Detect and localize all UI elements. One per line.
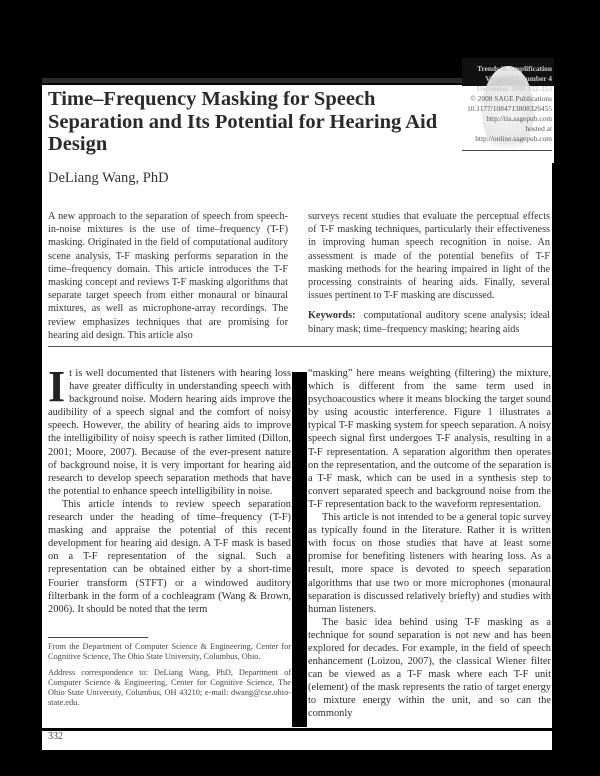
article-title: Time–Frequency Masking for Speech Separation and Its Potential for Hearing Aid Design — [48, 88, 438, 155]
body-column-left — [48, 362, 291, 616]
body-paragraph: The basic idea behind using T-F masking as a technique for sound separation is not new and has been explored for decades. For example, in the field of speech enhancement (Loizou, 2007), the classical Wiener filter can be viewed as a T-F mask where each T-F unit (element) of the mask represents the ratio of target energy to mixture energy within the unit, and so can the commonly — [308, 616, 551, 720]
keywords-list: computational auditory scene analysis; ideal binary mask; time–frequency masking; hearing aids — [308, 310, 550, 335]
hosted-label: hosted at — [525, 124, 552, 133]
publisher-rule — [462, 150, 552, 151]
footnote-affiliation: From the Department of Computer Science & Engineering, Center for Cognitive Science, The Ohio State University, Columbus, Ohio. — [48, 642, 291, 661]
body-paragraph: This article intends to review speech separation research under the heading of time–frequency (T-F) masking and appraise the potential of this recent development for hearing aid design. A T-F mask is based on a T-F representation of the signal. Such a representation can be obtained either by a short-time Fourier transform (STFT) or a windowed auditory filterbank in the form of a cochleagram (Wang & Brown, 2006). It should be noted that the term — [48, 498, 291, 615]
body-paragraph: “masking” here means weighting (filtering) the mixture, which is different from the same term used in psychoacoustics where it means blocking the target sound by using acoustic interference. Figure 1 illustrates a typical T-F masking system for speech separation. A noisy speech signal first undergoes T-F analysis, resulting in a T-F representation. A separation algorithm then operates on the representation, and the outcome of the separation is a T-F mask, which can be used in a synthesis step to convert separated speech and background noise from the T-F representation back to the waveform representation. — [308, 368, 551, 510]
journal-volume: Volume 12 Number 4 — [485, 74, 552, 83]
drop-cap: I — [48, 362, 66, 411]
body-column-right — [308, 367, 551, 721]
journal-url[interactable]: http://tia.sagepub.com — [486, 114, 552, 123]
article-author: DeLiang Wang, PhD — [48, 170, 169, 186]
header-rule — [42, 78, 462, 83]
abstract-right-text: surveys recent studies that evaluate the perceptual effects of T-F masking techniques, particularly their effectiveness in improving human speech recognition in noise. An assessment is made of the potential benefits of T-F masking methods for the hearing impaired in light of the processing constraints of hearing aids. Finally, several issues pertinent to T-F masking are discussed. — [308, 211, 550, 302]
abstract-left: A new approach to the separation of speech from speech-in-noise mixtures is the use of time–frequency (T-F) masking. Originated in the field of computational auditory scene analysis, T-F masking performs separation in the time–frequency domain. This article introduces the T-F masking concept and reviews T-F masking algorithms that separate target speech from either monaural or binaural mixtures, as well as microphone-array recordings. The review emphasizes techniques that are promising for hearing aid design. This article also — [48, 211, 288, 341]
abstract-rule — [48, 346, 552, 347]
keywords — [308, 309, 550, 335]
footnote-rule — [48, 637, 148, 638]
abstract-right — [308, 210, 550, 336]
body-paragraph: This article is not intended to be a general topic survey as typically found in the literature. Rather it is written with focus on those studies that have at least some promise for benefiting listeners with hearing loss. As a result, more space is devoted to speech separation algorithms that use two or more microphones (monaural separation is discussed relatively briefly) and studies with human listeners. — [308, 512, 551, 615]
footnotes — [48, 642, 291, 714]
keywords-label: Keywords: — [308, 310, 356, 322]
page-number: 332 — [48, 731, 63, 742]
footnote-correspondence: Address correspondence to: DeLiang Wang, PhD, Department of Computer Science & Engineering, Center for Cognitive Science, The Ohio State University, Columbus, OH 43210; e-mail: dwang@cse.ohio-state.edu. — [48, 668, 291, 707]
doi: 10.1177/1084713808326455 — [467, 104, 552, 113]
journal-date-pages: December 2008 332-353 — [477, 84, 552, 93]
paragraph-text: t is well documented that listeners with hearing loss have greater difficulty in understanding speech with background noise. Modern hearing aids improve the audibility of a speech signal and the comfort of noisy speech. However, the ability of hearing aids to improve the intelligibility of noisy speech is rather limited (Dillon, 2001; Moore, 2007). Because of the ever-present nature of background noise, it is very important for hearing aid research to develop speech separation methods that have the potential to enhance speech intelligibility in noise. — [48, 368, 291, 497]
journal-name: Trends in Amplification — [477, 64, 552, 73]
copyright: © 2008 SAGE Publications — [470, 94, 552, 103]
gutter-bar — [292, 372, 307, 727]
body-paragraph — [48, 362, 291, 498]
hosting-url[interactable]: http://online.sagepub.com — [475, 134, 552, 143]
footer-rule — [42, 728, 552, 731]
